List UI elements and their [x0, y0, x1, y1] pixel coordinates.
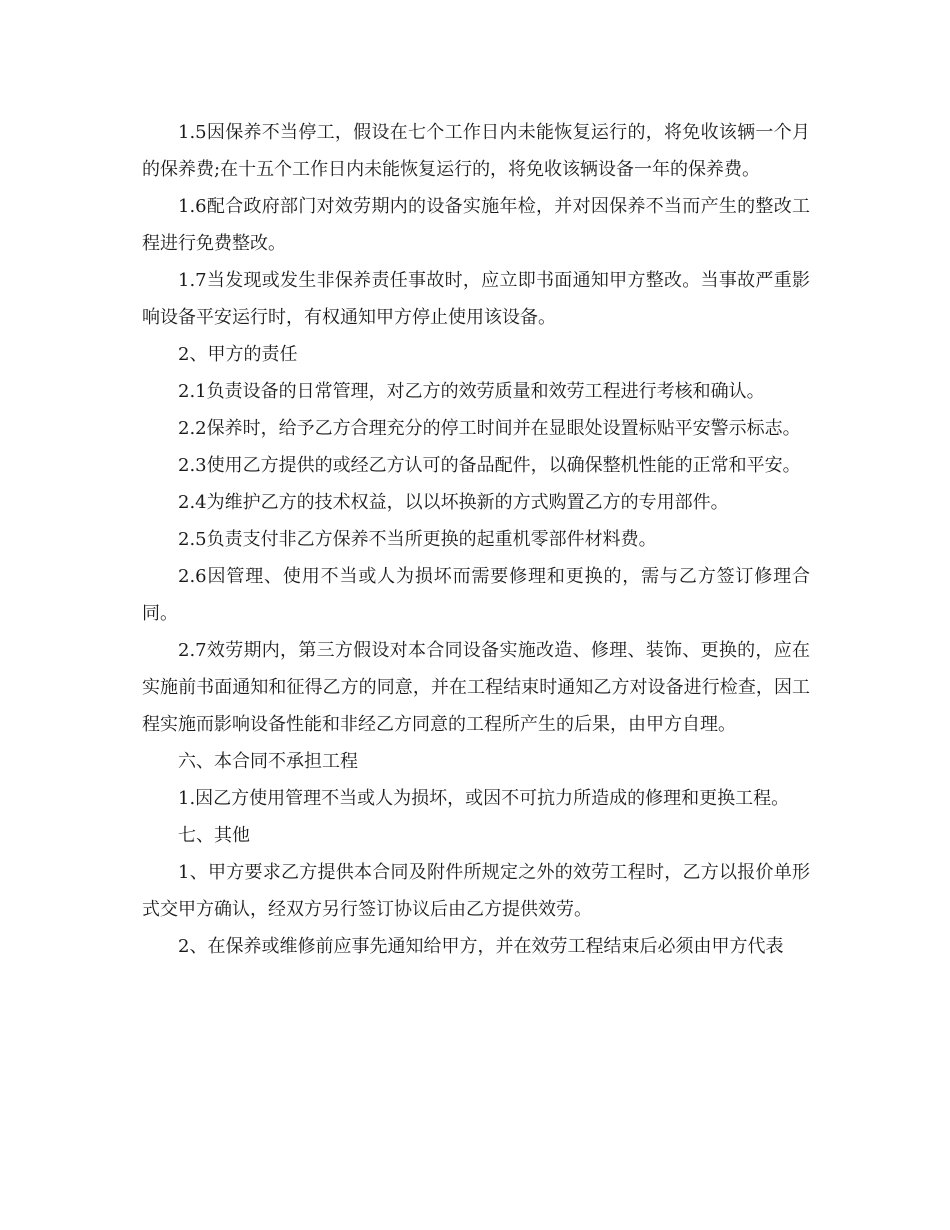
section-heading-seven: 七、其他 [178, 825, 250, 846]
clause-7-1: 1、甲方要求乙方提供本合同及附件所规定之外的效劳工程时，乙方以报价单形式交甲方确认，经双方另行签订协议后由乙方提供效劳。 [142, 862, 810, 920]
clause-2-2: 2.2保养时，给予乙方合理充分的停工时间并在显眼处设置标贴平安警示标志。 [178, 418, 801, 439]
section-heading-six: 六、本合同不承担工程 [178, 751, 358, 772]
contract-body [142, 114, 810, 965]
clause-2-4: 2.4为维护乙方的技术权益，以以坏换新的方式购置乙方的专用部件。 [178, 492, 729, 513]
clause-1-5: 1.5因保养不当停工，假设在七个工作日内未能恢复运行的，将免收该辆一个月的保养费;在十五个工作日内未能恢复运行的，将免收该辆设备一年的保养费。 [142, 122, 810, 180]
clause-6-1: 1.因乙方使用管理不当或人为损坏，或因不可抗力所造成的修理和更换工程。 [178, 788, 790, 809]
clause-7-2: 2、在保养或维修前应事先通知给甲方，并在效劳工程结束后必须由甲方代表 [178, 936, 784, 957]
clause-2-7: 2.7效劳期内，第三方假设对本合同设备实施改造、修理、装饰、更换的，应在实施前书面通知和征得乙方的同意，并在工程结束时通知乙方对设备进行检查，因工程实施而影响设备性能和非经乙方同意的工程所产生的后果，由甲方自理。 [142, 640, 810, 735]
clause-2-3: 2.3使用乙方提供的或经乙方认可的备品配件，以确保整机性能的正常和平安。 [178, 455, 801, 476]
clause-2-6: 2.6因管理、使用不当或人为损坏而需要修理和更换的，需与乙方签订修理合同。 [142, 566, 810, 624]
section-heading-party-a: 2、甲方的责任 [178, 344, 298, 365]
clause-1-6: 1.6配合政府部门对效劳期内的设备实施年检，并对因保养不当而产生的整改工程进行免费整改。 [142, 196, 810, 254]
clause-1-7: 1.7当发现或发生非保养责任事故时，应立即书面通知甲方整改。当事故严重影响设备平安运行时，有权通知甲方停止使用该设备。 [142, 270, 810, 328]
clause-2-1: 2.1负责设备的日常管理，对乙方的效劳质量和效劳工程进行考核和确认。 [178, 381, 765, 402]
clause-2-5: 2.5负责支付非乙方保养不当所更换的起重机零部件材料费。 [178, 529, 657, 550]
